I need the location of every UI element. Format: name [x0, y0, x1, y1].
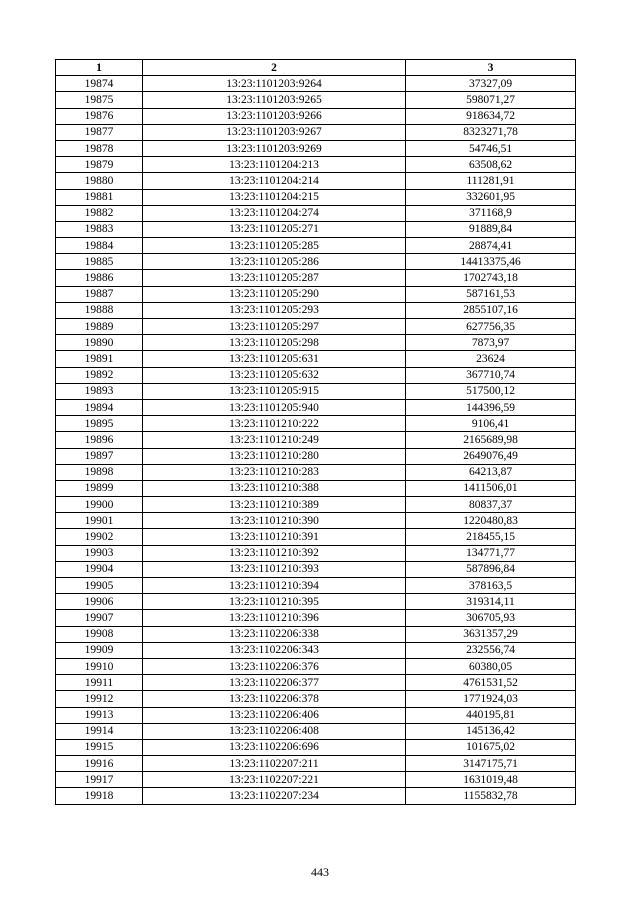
- value-cell: 1702743,18: [406, 270, 576, 286]
- cadastral-number-cell: 13:23:1101210:389: [143, 497, 406, 513]
- value-cell: 232556,74: [406, 642, 576, 658]
- row-number-cell: 19874: [56, 76, 143, 92]
- table-row: [56, 383, 576, 399]
- table-row: [56, 788, 576, 804]
- table-row: [56, 448, 576, 464]
- row-number-cell: 19915: [56, 739, 143, 755]
- value-cell: 37327,09: [406, 76, 576, 92]
- row-number-cell: 19902: [56, 529, 143, 545]
- table-row: [56, 124, 576, 140]
- value-cell: 440195,81: [406, 707, 576, 723]
- row-number-cell: 19908: [56, 626, 143, 642]
- cadastral-number-cell: 13:23:1102206:406: [143, 707, 406, 723]
- row-number-cell: 19882: [56, 205, 143, 221]
- cadastral-number-cell: 13:23:1101205:915: [143, 383, 406, 399]
- table-row: [56, 610, 576, 626]
- row-number-cell: 19881: [56, 189, 143, 205]
- row-number-cell: 19918: [56, 788, 143, 804]
- cadastral-number-cell: 13:23:1101210:392: [143, 545, 406, 561]
- table-row: [56, 707, 576, 723]
- table-row: [56, 464, 576, 480]
- table-row: [56, 480, 576, 496]
- value-cell: 218455,15: [406, 529, 576, 545]
- table-row: [56, 561, 576, 577]
- value-cell: 367710,74: [406, 367, 576, 383]
- table-row: [56, 367, 576, 383]
- cadastral-number-cell: 13:23:1102206:376: [143, 658, 406, 674]
- value-cell: 28874,41: [406, 238, 576, 254]
- value-cell: 23624: [406, 351, 576, 367]
- table-row: [56, 286, 576, 302]
- row-number-cell: 19887: [56, 286, 143, 302]
- row-number-cell: 19891: [56, 351, 143, 367]
- row-number-cell: 19901: [56, 513, 143, 529]
- row-number-cell: 19886: [56, 270, 143, 286]
- value-cell: 587161,53: [406, 286, 576, 302]
- cadastral-number-cell: 13:23:1101210:395: [143, 594, 406, 610]
- row-number-cell: 19906: [56, 594, 143, 610]
- cadastral-number-cell: 13:23:1101205:290: [143, 286, 406, 302]
- table-row: [56, 723, 576, 739]
- row-number-cell: 19907: [56, 610, 143, 626]
- cadastral-number-cell: 13:23:1101205:631: [143, 351, 406, 367]
- row-number-cell: 19905: [56, 578, 143, 594]
- value-cell: 134771,77: [406, 545, 576, 561]
- value-cell: 1155832,78: [406, 788, 576, 804]
- value-cell: 3631357,29: [406, 626, 576, 642]
- cadastral-number-cell: 13:23:1101203:9269: [143, 140, 406, 156]
- table-row: [56, 221, 576, 237]
- row-number-cell: 19900: [56, 497, 143, 513]
- cadastral-number-cell: 13:23:1102206:377: [143, 675, 406, 691]
- table-row: [56, 302, 576, 318]
- cadastral-number-cell: 13:23:1101203:9267: [143, 124, 406, 140]
- cadastral-number-cell: 13:23:1101210:388: [143, 480, 406, 496]
- table-row: [56, 416, 576, 432]
- value-cell: 54746,51: [406, 140, 576, 156]
- cadastral-number-cell: 13:23:1101205:298: [143, 335, 406, 351]
- value-cell: 9106,41: [406, 416, 576, 432]
- page-number: 443: [311, 865, 329, 879]
- row-number-cell: 19893: [56, 383, 143, 399]
- value-cell: 111281,91: [406, 173, 576, 189]
- table-row: [56, 675, 576, 691]
- cadastral-number-cell: 13:23:1102206:378: [143, 691, 406, 707]
- value-cell: 14413375,46: [406, 254, 576, 270]
- row-number-cell: 19880: [56, 173, 143, 189]
- row-number-cell: 19903: [56, 545, 143, 561]
- table-row: [56, 642, 576, 658]
- table-row: [56, 254, 576, 270]
- cadastral-number-cell: 13:23:1101205:271: [143, 221, 406, 237]
- table-row: [56, 739, 576, 755]
- cadastral-number-cell: 13:23:1102207:211: [143, 756, 406, 772]
- cadastral-number-cell: 13:23:1101210:283: [143, 464, 406, 480]
- value-cell: 7873,97: [406, 335, 576, 351]
- row-number-cell: 19897: [56, 448, 143, 464]
- table-row: [56, 578, 576, 594]
- cadastral-number-cell: 13:23:1102206:343: [143, 642, 406, 658]
- table-row: [56, 691, 576, 707]
- table-row: [56, 399, 576, 415]
- column-header-2: 2: [143, 60, 406, 76]
- value-cell: 91889,84: [406, 221, 576, 237]
- table-row: [56, 270, 576, 286]
- cadastral-number-cell: 13:23:1101204:213: [143, 157, 406, 173]
- table-row: [56, 238, 576, 254]
- column-header-1: 1: [56, 60, 143, 76]
- value-cell: 598071,27: [406, 92, 576, 108]
- cadastral-number-cell: 13:23:1102206:408: [143, 723, 406, 739]
- value-cell: 1631019,48: [406, 772, 576, 788]
- table-row: [56, 513, 576, 529]
- row-number-cell: 19889: [56, 319, 143, 335]
- value-cell: 60380,05: [406, 658, 576, 674]
- cadastral-number-cell: 13:23:1101203:9265: [143, 92, 406, 108]
- cadastral-number-cell: 13:23:1101205:293: [143, 302, 406, 318]
- value-cell: 319314,11: [406, 594, 576, 610]
- table-row: [56, 658, 576, 674]
- cadastral-number-cell: 13:23:1101210:222: [143, 416, 406, 432]
- row-number-cell: 19876: [56, 108, 143, 124]
- table-row: [56, 76, 576, 92]
- value-cell: 101675,02: [406, 739, 576, 755]
- table-row: [56, 545, 576, 561]
- cadastral-number-cell: 13:23:1101204:215: [143, 189, 406, 205]
- value-cell: 2855107,16: [406, 302, 576, 318]
- cadastral-number-cell: 13:23:1101205:632: [143, 367, 406, 383]
- cadastral-number-cell: 13:23:1101203:9264: [143, 76, 406, 92]
- value-cell: 378163,5: [406, 578, 576, 594]
- table-row: [56, 92, 576, 108]
- cadastral-number-cell: 13:23:1101205:286: [143, 254, 406, 270]
- value-cell: 8323271,78: [406, 124, 576, 140]
- table-row: [56, 351, 576, 367]
- row-number-cell: 19898: [56, 464, 143, 480]
- cadastral-number-cell: 13:23:1101204:274: [143, 205, 406, 221]
- cadastral-number-cell: 13:23:1101205:297: [143, 319, 406, 335]
- cadastral-number-cell: 13:23:1101210:393: [143, 561, 406, 577]
- table-row: [56, 173, 576, 189]
- table-row: [56, 205, 576, 221]
- cadastral-number-cell: 13:23:1101204:214: [143, 173, 406, 189]
- cadastral-number-cell: 13:23:1102207:234: [143, 788, 406, 804]
- row-number-cell: 19917: [56, 772, 143, 788]
- cadastral-number-cell: 13:23:1101210:394: [143, 578, 406, 594]
- value-cell: 1220480,83: [406, 513, 576, 529]
- row-number-cell: 19883: [56, 221, 143, 237]
- table-row: [56, 626, 576, 642]
- cadastral-number-cell: 13:23:1101205:940: [143, 399, 406, 415]
- table-row: [56, 157, 576, 173]
- value-cell: 371168,9: [406, 205, 576, 221]
- table-row: [56, 594, 576, 610]
- table-body: [56, 76, 576, 804]
- value-cell: 3147175,71: [406, 756, 576, 772]
- column-header-3: 3: [406, 60, 576, 76]
- value-cell: 306705,93: [406, 610, 576, 626]
- row-number-cell: 19875: [56, 92, 143, 108]
- row-number-cell: 19885: [56, 254, 143, 270]
- value-cell: 332601,95: [406, 189, 576, 205]
- table-row: [56, 497, 576, 513]
- row-number-cell: 19890: [56, 335, 143, 351]
- row-number-cell: 19879: [56, 157, 143, 173]
- value-cell: 1771924,03: [406, 691, 576, 707]
- cadastral-number-cell: 13:23:1101210:396: [143, 610, 406, 626]
- row-number-cell: 19896: [56, 432, 143, 448]
- value-cell: 2649076,49: [406, 448, 576, 464]
- value-cell: 1411506,01: [406, 480, 576, 496]
- value-cell: 63508,62: [406, 157, 576, 173]
- cadastral-number-cell: 13:23:1101210:249: [143, 432, 406, 448]
- cadastral-number-cell: 13:23:1102206:338: [143, 626, 406, 642]
- table-header: [56, 60, 576, 76]
- table-row: [56, 432, 576, 448]
- row-number-cell: 19899: [56, 480, 143, 496]
- cadastral-number-cell: 13:23:1102206:696: [143, 739, 406, 755]
- value-cell: 627756,35: [406, 319, 576, 335]
- cadastral-number-cell: 13:23:1101210:280: [143, 448, 406, 464]
- cadastral-number-cell: 13:23:1101210:391: [143, 529, 406, 545]
- value-cell: 2165689,98: [406, 432, 576, 448]
- row-number-cell: 19892: [56, 367, 143, 383]
- cadastral-number-cell: 13:23:1101210:390: [143, 513, 406, 529]
- cadastral-number-cell: 13:23:1101203:9266: [143, 108, 406, 124]
- row-number-cell: 19909: [56, 642, 143, 658]
- row-number-cell: 19911: [56, 675, 143, 691]
- value-cell: 145136,42: [406, 723, 576, 739]
- table-row: [56, 189, 576, 205]
- row-number-cell: 19904: [56, 561, 143, 577]
- value-cell: 4761531,52: [406, 675, 576, 691]
- value-cell: 517500,12: [406, 383, 576, 399]
- table-row: [56, 529, 576, 545]
- table-row: [56, 140, 576, 156]
- value-cell: 80837,37: [406, 497, 576, 513]
- row-number-cell: 19894: [56, 399, 143, 415]
- row-number-cell: 19914: [56, 723, 143, 739]
- cadastral-number-cell: 13:23:1102207:221: [143, 772, 406, 788]
- data-table: [55, 59, 576, 805]
- row-number-cell: 19878: [56, 140, 143, 156]
- row-number-cell: 19913: [56, 707, 143, 723]
- row-number-cell: 19912: [56, 691, 143, 707]
- value-cell: 64213,87: [406, 464, 576, 480]
- row-number-cell: 19916: [56, 756, 143, 772]
- cadastral-number-cell: 13:23:1101205:285: [143, 238, 406, 254]
- table-row: [56, 108, 576, 124]
- value-cell: 587896,84: [406, 561, 576, 577]
- cadastral-number-cell: 13:23:1101205:287: [143, 270, 406, 286]
- value-cell: 144396,59: [406, 399, 576, 415]
- row-number-cell: 19910: [56, 658, 143, 674]
- table-row: [56, 319, 576, 335]
- row-number-cell: 19877: [56, 124, 143, 140]
- table-row: [56, 335, 576, 351]
- header-row: [56, 60, 576, 76]
- row-number-cell: 19884: [56, 238, 143, 254]
- row-number-cell: 19895: [56, 416, 143, 432]
- table-row: [56, 772, 576, 788]
- row-number-cell: 19888: [56, 302, 143, 318]
- value-cell: 918634,72: [406, 108, 576, 124]
- table-row: [56, 756, 576, 772]
